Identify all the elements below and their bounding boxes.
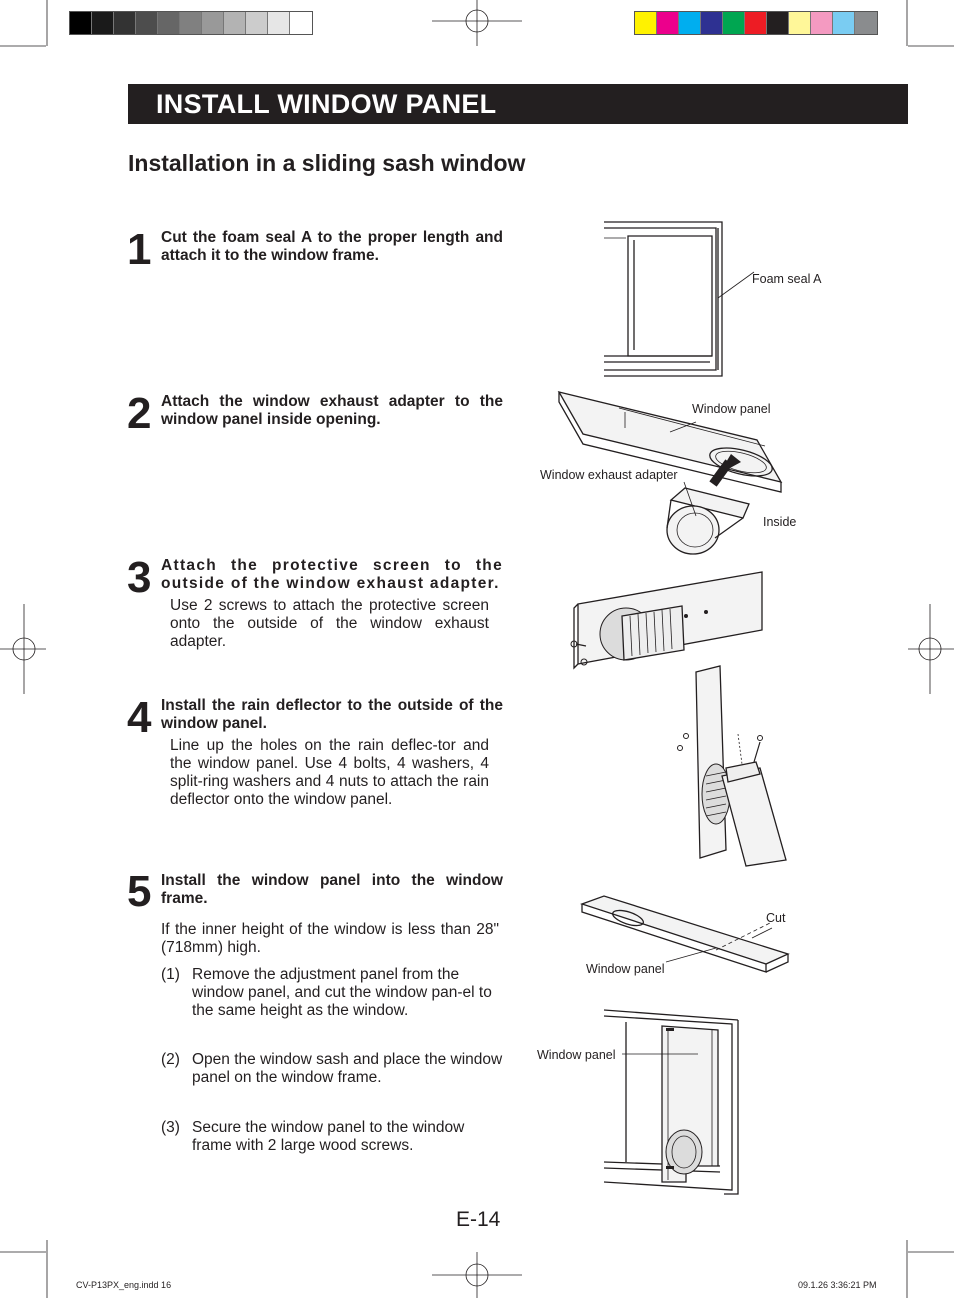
label-window-panel-installed: Window panel	[537, 1048, 616, 1062]
gray-swatch	[246, 12, 268, 34]
sub-item-number: (2)	[161, 1051, 180, 1068]
color-swatch	[679, 12, 701, 34]
color-swatch	[811, 12, 833, 34]
label-window-exhaust-adapter: Window exhaust adapter	[540, 468, 678, 482]
sub-item-number: (3)	[161, 1119, 180, 1136]
gray-swatch	[158, 12, 180, 34]
footer-file-info: CV-P13PX_eng.indd 16	[76, 1280, 172, 1290]
color-swatch	[855, 12, 877, 34]
color-swatch	[635, 12, 657, 34]
cut-leader-lines	[660, 926, 780, 966]
step-5-sub-item-3	[161, 1119, 504, 1155]
label-foam-seal-a: Foam seal A	[752, 272, 822, 286]
color-swatch	[767, 12, 789, 34]
gray-swatch	[268, 12, 290, 34]
step-5-number: 5	[127, 867, 152, 916]
label-cut: Cut	[766, 911, 786, 925]
color-swatch-bar	[634, 11, 878, 35]
label-window-panel-step2: Window panel	[692, 402, 771, 416]
grayscale-swatch-bar	[69, 11, 313, 35]
gray-swatch	[92, 12, 114, 34]
color-swatch	[745, 12, 767, 34]
color-swatch	[789, 12, 811, 34]
step-3-title: Attach the protective screen to the outside of the window exhaust adapter.	[161, 557, 503, 592]
color-swatch	[657, 12, 679, 34]
step-2-number: 2	[127, 389, 152, 438]
gray-swatch	[180, 12, 202, 34]
section-subtitle: Installation in a sliding sash window	[128, 150, 526, 176]
step-4-title: Install the rain deflector to the outside of the window panel.	[161, 697, 503, 732]
step-4-number: 4	[127, 693, 152, 742]
gray-swatch	[114, 12, 136, 34]
step-5-title: Install the window panel into the window frame.	[161, 872, 503, 907]
figure-rain-deflector	[676, 664, 791, 868]
label-inside: Inside	[763, 515, 797, 529]
step-3-body: Use 2 screws to attach the protective screen onto the outside of the window exhaust adapter.	[170, 597, 489, 650]
page-number: E-14	[456, 1208, 501, 1231]
step-5-sub-item-2	[161, 1051, 504, 1087]
label-window-panel-cut: Window panel	[586, 962, 665, 976]
step-5-sub-item-1	[161, 966, 504, 1020]
color-swatch	[833, 12, 855, 34]
gray-swatch	[70, 12, 92, 34]
gray-swatch	[290, 12, 312, 34]
step-4-body: Line up the holes on the rain deflec-tor and the window panel. Use 4 bolts, 4 washers, 4 split-ring washers and 4 nuts to attach the rain deflector onto the window panel.	[170, 737, 489, 808]
step-3-number: 3	[127, 553, 152, 602]
gray-swatch	[136, 12, 158, 34]
step-2-title: Attach the window exhaust adapter to the window panel inside opening.	[161, 393, 503, 428]
figure-panel-installed	[600, 1006, 742, 1194]
sub-item-text: Secure the window panel to the window frame with 2 large wood screws.	[192, 1119, 465, 1154]
figure-protective-screen	[566, 568, 766, 668]
color-swatch	[701, 12, 723, 34]
gray-swatch	[224, 12, 246, 34]
sub-item-text: Open the window sash and place the window panel on the window frame.	[192, 1051, 503, 1086]
window-panel-leader-line	[620, 1050, 700, 1060]
sub-item-text: Remove the adjustment panel from the window panel, and cut the window pan-el to the same height as the window.	[192, 966, 492, 1019]
sub-item-number: (1)	[161, 966, 180, 983]
color-swatch	[723, 12, 745, 34]
step-5-body: If the inner height of the window is less than 28" (718mm) high.	[161, 921, 499, 956]
footer-timestamp: 09.1.26 3:36:21 PM	[798, 1280, 877, 1290]
section-title: INSTALL WINDOW PANEL	[128, 84, 908, 124]
step-1-title: Cut the foam seal A to the proper length and attach it to the window frame.	[161, 229, 503, 264]
foam-seal-leader-line	[716, 270, 756, 300]
step-1-number: 1	[127, 225, 152, 274]
gray-swatch	[202, 12, 224, 34]
